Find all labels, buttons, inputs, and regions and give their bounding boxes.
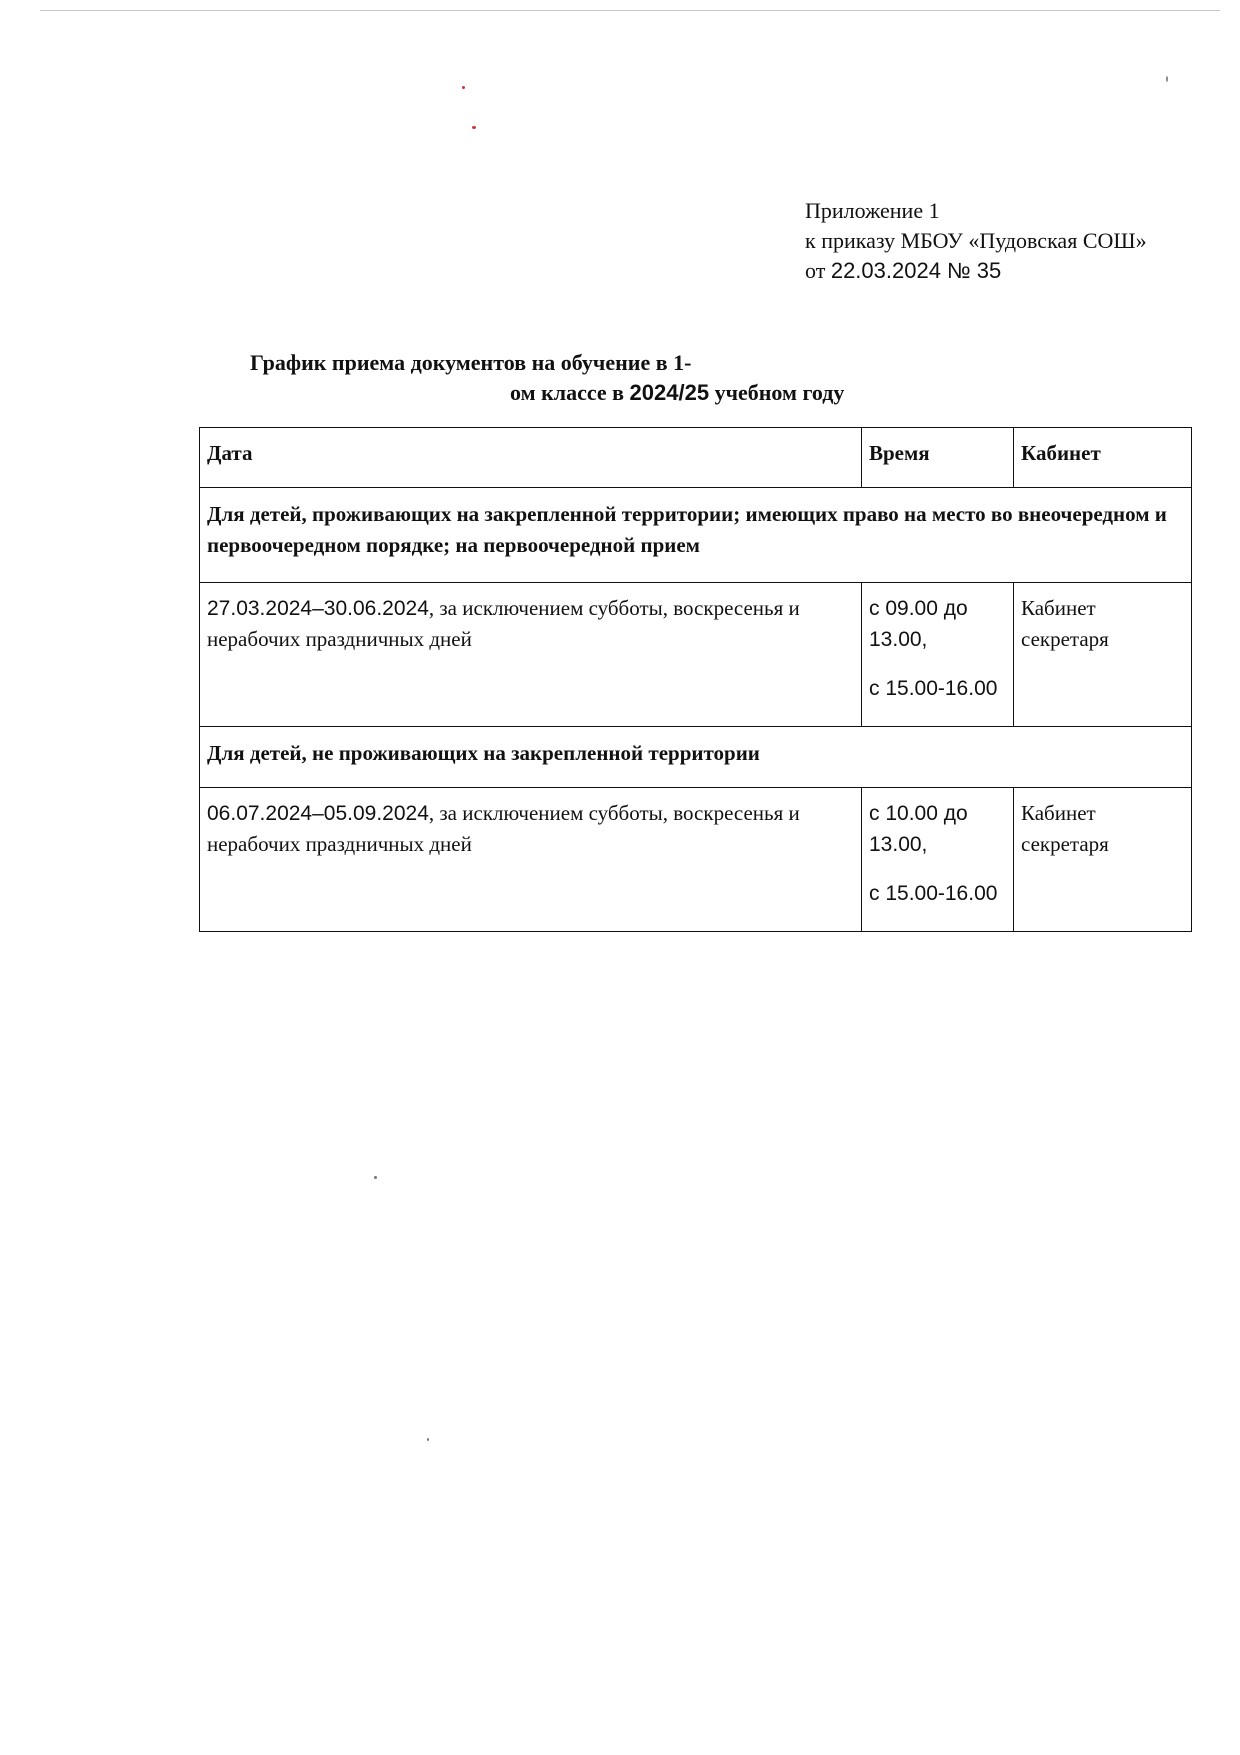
date-note: , за исключением субботы, воскресенья и нерабочих праздничных дней (207, 596, 800, 651)
title-part-2: учебном году (709, 380, 845, 405)
group-row-resident (200, 488, 1192, 583)
order-date: 22.03.2024 (830, 258, 941, 283)
header-time: Время (862, 428, 1014, 488)
date-cell (200, 583, 862, 727)
document-title-line-1: График приема документов на обучение в 1- (250, 350, 692, 375)
time-cell (862, 583, 1014, 727)
table-row (200, 788, 1192, 932)
appendix-line-2: к приказу МБОУ «Пудовская СОШ» (805, 228, 1147, 253)
admission-schedule-table (199, 427, 1192, 932)
date-cell (200, 788, 862, 932)
scan-speck (472, 126, 476, 129)
room-cell: Кабинет секретаря (1014, 583, 1192, 727)
room-cell: Кабинет секретаря (1014, 788, 1192, 932)
title-part-1: ом классе в (510, 380, 630, 405)
scan-speck (374, 1176, 377, 1179)
header-room: Кабинет (1014, 428, 1192, 488)
scan-speck (427, 1438, 429, 1441)
appendix-prefix: от (805, 258, 831, 283)
appendix-block (805, 196, 1147, 286)
time-second: с 15.00-16.00 (869, 677, 998, 700)
date-range: 27.03.2024–30.06.2024 (207, 597, 429, 620)
document-title-line-2 (510, 380, 844, 406)
time-second: с 15.00-16.00 (869, 882, 998, 905)
order-number: № 35 (940, 258, 1002, 283)
title-school-year: 2024/25 (629, 380, 710, 405)
time-cell (862, 788, 1014, 932)
group-title: Для детей, проживающих на закрепленной территории; имеющих право на место во внеочередном и первоочередном порядке; на первоочередной прием (200, 488, 1192, 583)
date-note: , за исключением субботы, воскресенья и нерабочих праздничных дней (207, 801, 800, 856)
scan-top-edge (40, 10, 1220, 11)
scan-speck (1166, 76, 1168, 82)
table-row (200, 583, 1192, 727)
time-first: с 10.00 до 13.00, (869, 802, 968, 856)
appendix-line-3 (805, 256, 1147, 286)
header-date: Дата (200, 428, 862, 488)
group-title: Для детей, не проживающих на закрепленной территории (200, 727, 1192, 788)
table-header-row (200, 428, 1192, 488)
appendix-line-1: Приложение 1 (805, 198, 940, 223)
date-range: 06.07.2024–05.09.2024 (207, 802, 429, 825)
scan-speck (462, 86, 465, 89)
time-first: с 09.00 до 13.00, (869, 597, 968, 651)
group-row-nonresident (200, 727, 1192, 788)
